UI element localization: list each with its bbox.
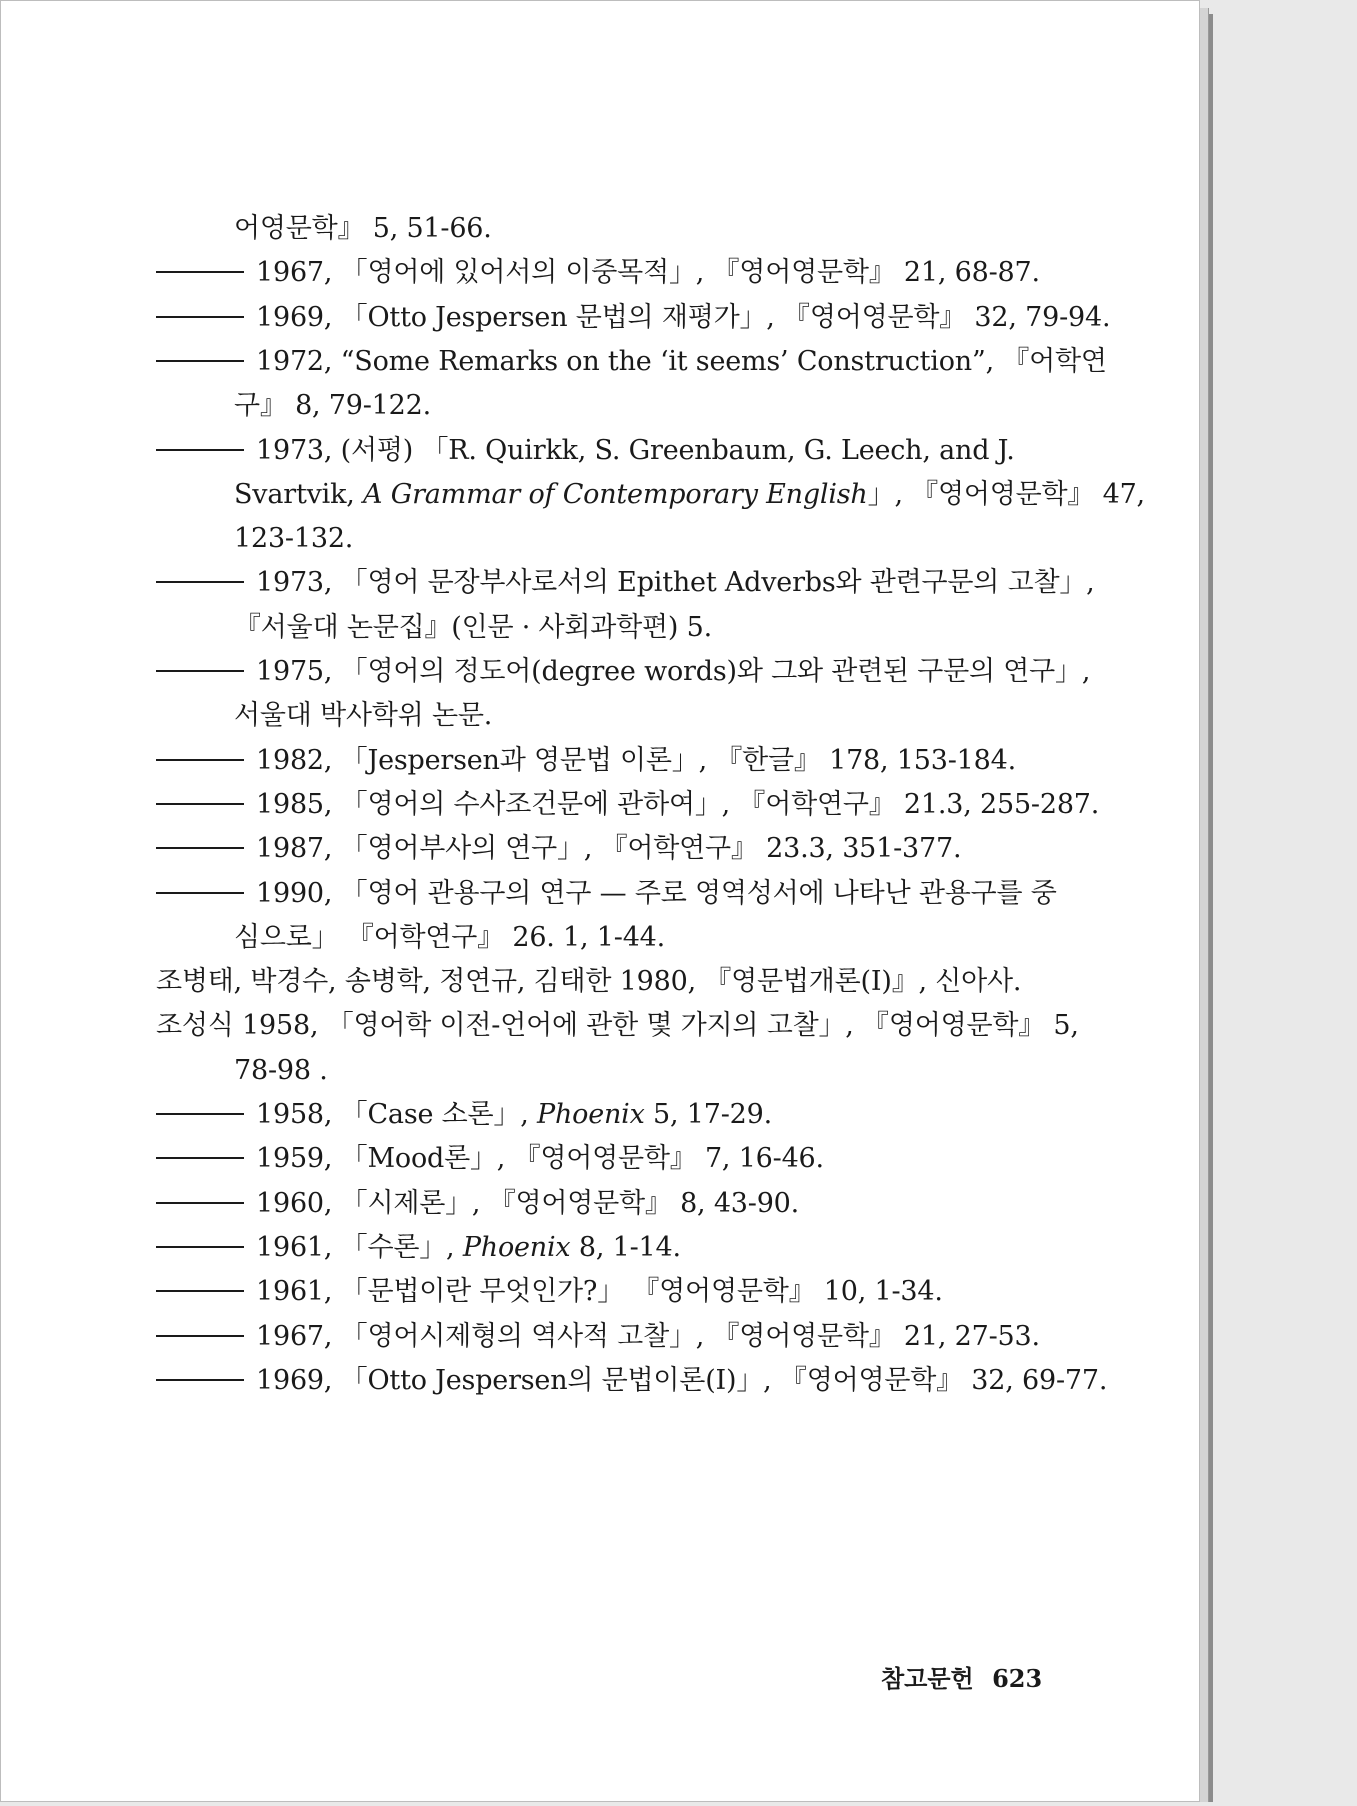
reference-text: 1990, 「영어 관용구의 연구 — 주로 영역성서에 나타난 관용구를 중: [256, 878, 1057, 909]
ditto-dash: [156, 759, 244, 761]
reference-text: 1967, 「영어시제형의 역사적 고찰」, 『영어영문학』 21, 27-53.: [256, 1321, 1040, 1352]
reference-line: [234, 696, 492, 736]
reference-text: 1973, (서평) 「R. Quirkk, S. Greenbaum, G. Leech, and J.: [256, 435, 1015, 466]
reference-text: 78-98 .: [234, 1055, 328, 1086]
reference-line: [156, 874, 1057, 914]
reference-line: [234, 209, 492, 249]
reference-text: 심으로」 『어학연구』 26. 1, 1-44.: [234, 922, 666, 953]
page-footer: [881, 1659, 1042, 1699]
reference-line: [156, 1184, 799, 1224]
ditto-dash: [156, 1379, 244, 1381]
reference-text: 1959, 「Mood론」, 『영어영문학』 7, 16-46.: [256, 1143, 824, 1174]
page-number: 623: [992, 1664, 1043, 1693]
reference-text: 1969, 「Otto Jespersen의 문법이론(I)」, 『영어영문학』 32, 69-77.: [256, 1365, 1108, 1396]
reference-line: [234, 475, 1145, 515]
reference-line: [156, 1361, 1107, 1401]
ditto-dash: [156, 1113, 244, 1115]
page-edge-shadow: [1209, 14, 1213, 1802]
reference-line: [156, 253, 1040, 293]
ditto-dash: [156, 360, 244, 362]
ditto-dash: [156, 1202, 244, 1204]
ditto-dash: [156, 892, 244, 894]
reference-line: [156, 563, 1095, 603]
reference-line: [156, 1006, 1079, 1046]
reference-text: Svartvik, A Grammar of Contemporary English」, 『영어영문학』 47,: [234, 479, 1145, 510]
reference-line: [156, 741, 1016, 781]
reference-text: 1969, 「Otto Jespersen 문법의 재평가」, 『영어영문학』 32, 79-94.: [256, 302, 1111, 333]
reference-line: [156, 1317, 1040, 1357]
reference-text: 123-132.: [234, 523, 354, 554]
reference-line: [156, 829, 961, 869]
ditto-dash: [156, 316, 244, 318]
reference-text: 1958, 「Case 소론」, Phoenix 5, 17-29.: [256, 1099, 772, 1130]
footer-section-title: 참고문헌: [881, 1664, 974, 1693]
reference-text: 『서울대 논문집』(인문 · 사회과학편) 5.: [234, 612, 713, 643]
reference-line: [156, 431, 1015, 471]
reference-text: 1960, 「시제론」, 『영어영문학』 8, 43-90.: [256, 1188, 800, 1219]
ditto-dash: [156, 847, 244, 849]
reference-line: [156, 342, 1107, 382]
reference-text: 1985, 「영어의 수사조건문에 관하여」, 『어학연구』 21.3, 255-287.: [256, 789, 1100, 820]
ditto-dash: [156, 581, 244, 583]
reference-text: 구』 8, 79-122.: [234, 390, 432, 421]
reference-line: [156, 298, 1110, 338]
reference-line: [156, 1095, 772, 1135]
reference-line: [156, 652, 1090, 692]
ditto-dash: [156, 1290, 244, 1292]
reference-text: 조병태, 박경수, 송병학, 정연규, 김태한 1980, 『영문법개론(I)』, 신아사.: [156, 966, 1022, 997]
ditto-dash: [156, 1335, 244, 1337]
reference-text: 1961, 「수론」, Phoenix 8, 1-14.: [256, 1232, 681, 1263]
ditto-dash: [156, 271, 244, 273]
reference-text: 1967, 「영어에 있어서의 이중목적」, 『영어영문학』 21, 68-87.: [256, 257, 1040, 288]
reference-line: [156, 785, 1099, 825]
reference-text: 1972, “Some Remarks on the ‘it seems’ Construction”, 『어학연: [256, 346, 1107, 377]
reference-line: [234, 519, 353, 559]
reference-text: 1982, 「Jespersen과 영문법 이론」, 『한글』 178, 153-184.: [256, 745, 1016, 776]
page-edge: [1200, 8, 1209, 1802]
ditto-dash: [156, 449, 244, 451]
ditto-dash: [156, 1157, 244, 1159]
reference-line: [234, 608, 712, 648]
ditto-dash: [156, 670, 244, 672]
reference-text: 어영문학』 5, 51-66.: [234, 213, 492, 244]
reference-text: 1961, 「문법이란 무엇인가?」 『영어영문학』 10, 1-34.: [256, 1276, 943, 1307]
reference-line: [234, 918, 665, 958]
reference-line: [156, 1228, 681, 1268]
reference-text: 1987, 「영어부사의 연구」, 『어학연구』 23.3, 351-377.: [256, 833, 962, 864]
reference-line: [156, 962, 1021, 1002]
reference-text: 1975, 「영어의 정도어(degree words)와 그와 관련된 구문의 연구」,: [256, 656, 1091, 687]
reference-line: [156, 1139, 824, 1179]
ditto-dash: [156, 803, 244, 805]
reference-line: [156, 1272, 943, 1312]
reference-text: 조성식 1958, 「영어학 이전-언어에 관한 몇 가지의 고찰」, 『영어영문학』 5,: [156, 1010, 1079, 1041]
ditto-dash: [156, 1246, 244, 1248]
reference-text: 1973, 「영어 문장부사로서의 Epithet Adverbs와 관련구문의 고찰」,: [256, 567, 1095, 598]
reference-line: [234, 1051, 328, 1091]
reference-line: [234, 386, 431, 426]
reference-text: 서울대 박사학위 논문.: [234, 700, 493, 731]
